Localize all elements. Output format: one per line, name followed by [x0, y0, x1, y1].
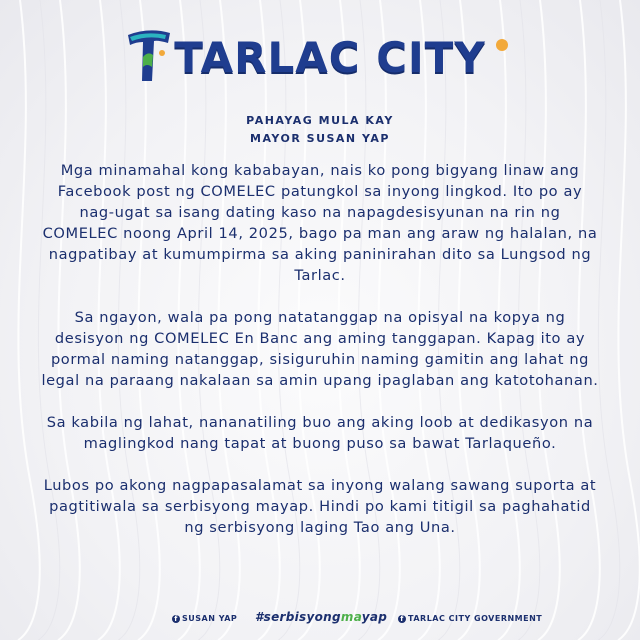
- footer-left-label: SUSAN YAP: [182, 614, 238, 623]
- footer-right-label: TARLAC CITY GOVERNMENT: [408, 614, 543, 623]
- heading-line-2: MAYOR SUSAN YAP: [250, 132, 390, 145]
- footer-hashtag: #serbisyongmayap: [255, 610, 388, 624]
- paragraph-3: Sa kabila ng lahat, nananatiling buo ang aking loob at dedikasyon na maglingkod nang tapat at buong puso sa bawat Tarlaqueño.: [46, 414, 594, 452]
- footer-facebook-susan-yap[interactable]: [172, 614, 237, 623]
- tarlac-city-logo: [0, 20, 640, 90]
- facebook-icon: f: [398, 615, 406, 623]
- statement-body: [40, 160, 600, 559]
- logo-t-emblem-icon: [126, 27, 172, 83]
- paragraph-2: Sa ngayon, wala pa pong natatanggap na opisyal na kopya ng desisyon ng COMELEC En Banc ang aming tanggapan. Kapag ito ay pormal naming natanggap, sisiguruhin naming gamitin ang lahat ng legal na paraang nakalaan sa amin upang ipaglaban ang katotohanan.: [41, 309, 599, 389]
- logo-sun-figure-icon: [484, 35, 514, 83]
- footer: [0, 610, 640, 630]
- paragraph-4: Lubos po akong nagpapasalamat sa inyong walang sawang suporta at pagtitiwala sa serbisyong mayap. Hindi po kami titigil sa paghahatid ng serbisyong laging Tao ang Una.: [43, 477, 597, 536]
- statement-heading: [0, 112, 640, 148]
- facebook-icon: f: [172, 615, 180, 623]
- heading-line-1: PAHAYAG MULA KAY: [246, 114, 394, 127]
- logo-wordmark: TARLAC CITY: [174, 33, 486, 82]
- paragraph-1: Mga minamahal kong kababayan, nais ko pong bigyang linaw ang Facebook post ng COMELEC patungkol sa inyong lingkod. Ito po ay nag-ugat sa isang dating kaso na napagdesisyunan na rin ng COMELEC noong April 14, 2025, bago pa man ang araw ng halalan, na nagpatibay at kumumpirma sa aking paninirahan dito sa Lungsod ng Tarlac.: [42, 162, 598, 284]
- footer-facebook-tarlac-city-government[interactable]: [398, 614, 542, 623]
